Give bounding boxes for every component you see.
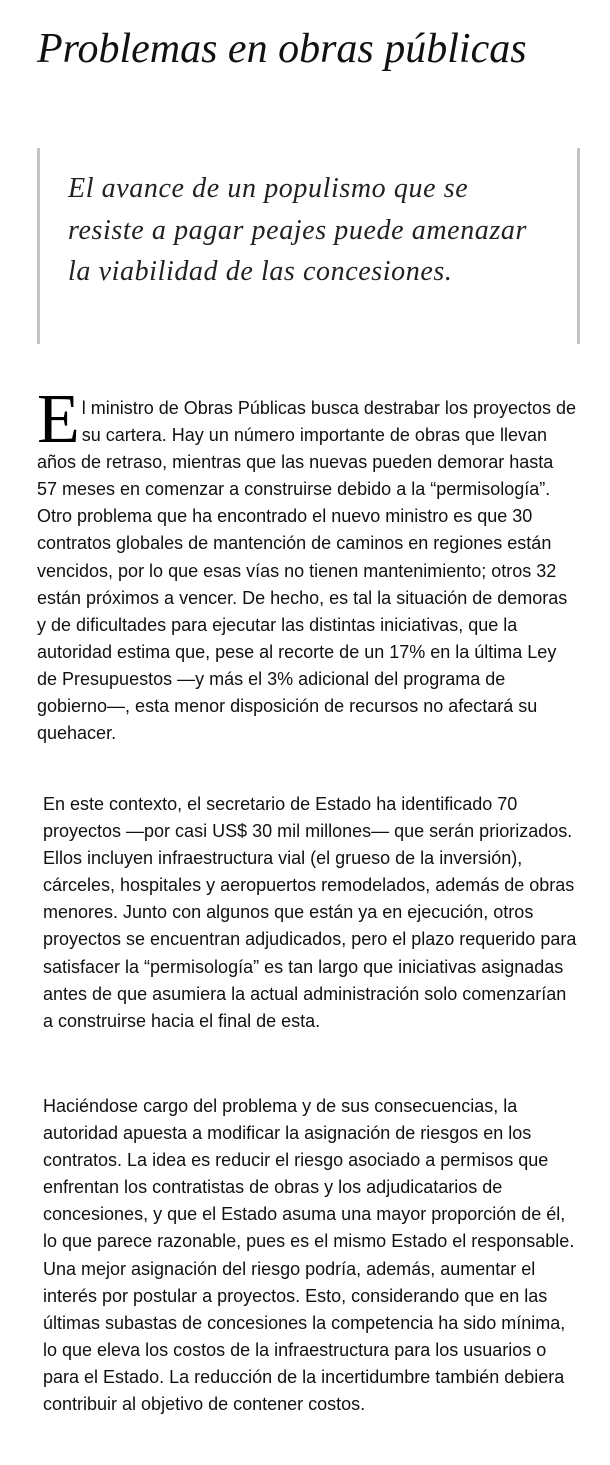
- paragraph-3: Haciéndose cargo del problema y de sus consecuencias, la autoridad apuesta a modificar la asignación de riesgos en los contratos. La idea es reducir el riesgo asociado a permisos que enfrentan los contratistas de obras y los adjudicatarios de concesiones, y que el Estado asuma una mayor proporción de él, lo que parece razonable, pues es el mismo Estado el responsable. Una mejor asignación del riesgo podría, además, aumentar el interés por postular a proyectos. Esto, considerando que en las últimas subastas de concesiones la competencia ha sido mínima, lo que eleva los costos de la infraestructura para los usuarios o para el Estado. La reducción de la incertidumbre también debiera contribuir al objetivo de contener costos.: [43, 1096, 575, 1415]
- paragraph-2: En este contexto, el secretario de Estado ha identificado 70 proyectos —por casi US$ 30 mil millones— que serán priorizados. Ellos incluyen infraestructura vial (el grueso de la inversión), cárceles, hospitales y aeropuertos remodelados, además de obras menores. Junto con algunos que están ya en ejecución, otros proyectos se encuentran adjudicados, pero el plazo requerido para satisfacer la “permisología” es tan largo que iniciativas asignadas antes de que asumiera la actual administración solo comenzarían a construirse hacia el final de esta.: [43, 794, 577, 1031]
- article-title: Problemas en obras públicas: [37, 26, 527, 72]
- drop-cap: E: [37, 381, 80, 458]
- pull-quote: [37, 148, 580, 344]
- pull-quote-text: El avance de un populismo que se resiste a pagar peajes puede amenazar la viabilidad de las concesiones.: [68, 173, 527, 287]
- paragraph-1: [37, 381, 577, 747]
- paragraph-1-text: l ministro de Obras Públicas busca destrabar los proyectos de su cartera. Hay un número importante de obras que llevan años de retraso, mientras que las nuevas pueden demorar hasta 57 meses en comenzar a construirse debido a la “permisología”. Otro problema que ha encontrado el nuevo ministro es que 30 contratos globales de mantención de caminos en regiones están vencidos, por lo que esas vías no tienen mantenimiento; otros 32 están próximos a vencer. De hecho, es tal la situación de demoras y de dificultades para ejecutar las distintas iniciativas, que la autoridad estima que, pese al recorte de un 17% en la última Ley de Presupuestos —y más el 3% adicional del programa de gobierno—, esta menor disposición de recursos no afectará su quehacer.: [37, 398, 577, 744]
